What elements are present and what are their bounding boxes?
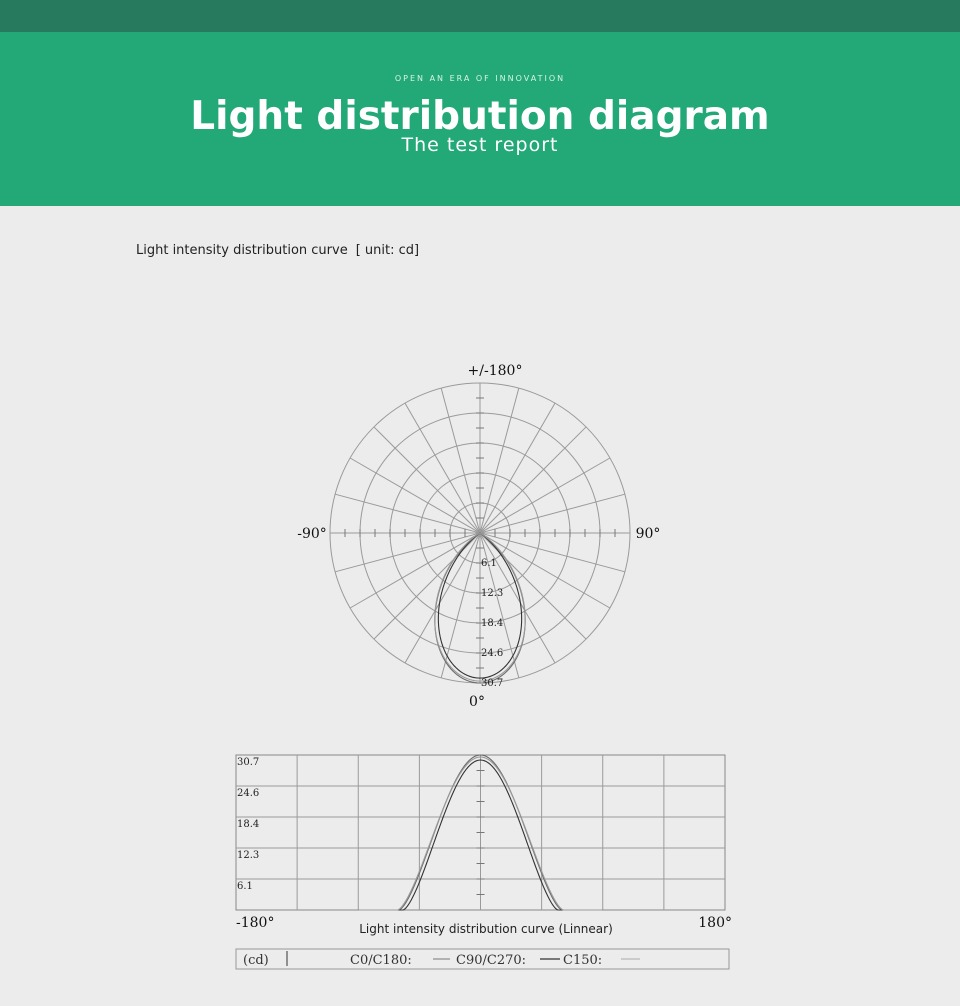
legend-item-c90-c270: C90/C270: — [456, 953, 527, 968]
section-label-text: Light intensity distribution curve — [136, 243, 348, 258]
polar-chart — [297, 363, 660, 710]
polar-label-left: -90° — [297, 526, 327, 542]
polar-radial-tick-label: 12.3 — [481, 588, 504, 599]
linear-x-label-right: 180° — [698, 915, 732, 931]
legend-item-c150: C150: — [563, 953, 603, 968]
linear-y-tick-label: 12.3 — [237, 850, 260, 861]
polar-label-right: 90° — [635, 526, 661, 542]
linear-y-tick-label: 30.7 — [237, 757, 260, 768]
section-label-unit: [ unit: cd] — [355, 243, 420, 258]
legend-item-c0-c180: C0/C180: — [350, 953, 412, 968]
polar-radial-tick-label: 18.4 — [481, 618, 504, 629]
polar-label-bottom: 0° — [469, 694, 485, 710]
linear-grid — [236, 755, 725, 910]
legend-unit: (cd) — [243, 953, 269, 968]
polar-label-top: +/-180° — [467, 363, 523, 379]
linear-y-tick-label: 24.6 — [237, 788, 260, 799]
linear-y-tick-labels — [237, 757, 259, 892]
linear-y-tick-label: 18.4 — [237, 819, 260, 830]
linear-x-label-left: -180° — [236, 915, 275, 931]
linear-y-tick-label: 6.1 — [237, 881, 253, 892]
polar-radial-tick-label: 6.1 — [481, 558, 497, 569]
linear-legend — [236, 949, 729, 969]
linear-chart — [236, 755, 732, 969]
polar-radial-tick-label: 24.6 — [481, 648, 504, 659]
header-tagline: OPEN AN ERA OF INNOVATION — [394, 74, 566, 83]
page-title: Light distribution diagram — [190, 94, 770, 139]
linear-x-axis-title: Light intensity distribution curve (Linnear) — [359, 922, 613, 936]
page-subtitle: The test report — [401, 134, 559, 156]
polar-radial-tick-label: 30.7 — [481, 678, 504, 689]
